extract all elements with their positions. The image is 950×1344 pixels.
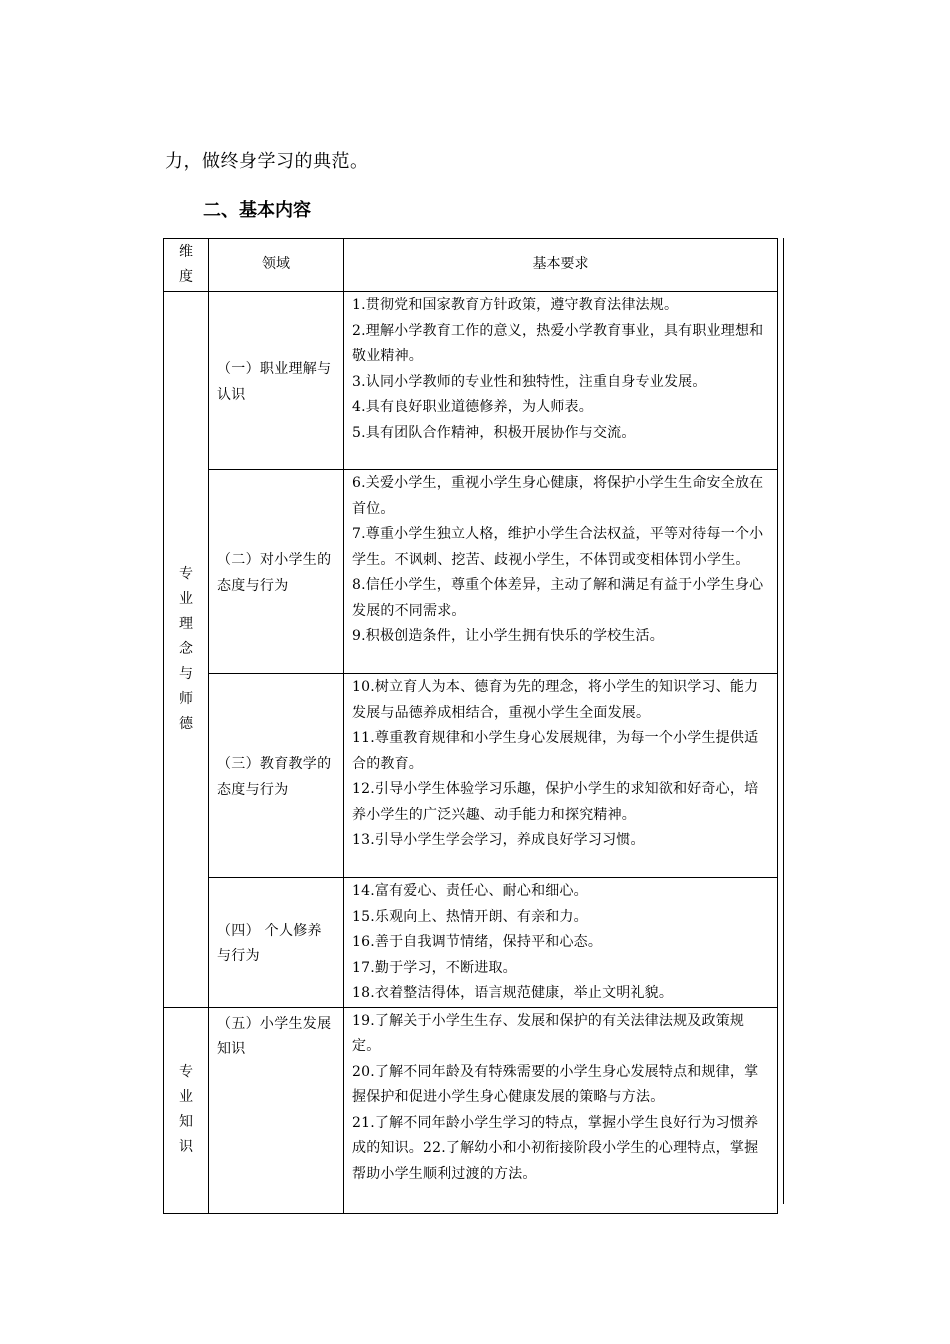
- header-requirements: 基本要求: [344, 239, 778, 292]
- domain-cell: （三）教育教学的态度与行为: [209, 674, 344, 878]
- requirements-cell: [344, 470, 778, 674]
- domain-cell: （二）对小学生的态度与行为: [209, 470, 344, 674]
- requirement-item: 19.了解关于小学生生存、发展和保护的有关法律法规及政策规定。: [352, 1012, 745, 1054]
- header-domain: 领域: [209, 239, 344, 292]
- requirement-item: 12.引导小学生体验学习乐趣，保护小学生的求知欲和好奇心，培养小学生的广泛兴趣、动手能力和探究精神。: [352, 781, 759, 823]
- content-table: [163, 238, 778, 1214]
- dimension-char: 业: [179, 590, 193, 607]
- requirement-item: 14.富有爱心、责任心、耐心和细心。: [352, 883, 588, 899]
- requirement-item: 2.理解小学教育工作的意义，热爱小学教育事业，具有职业理想和敬业精神。: [352, 322, 764, 364]
- dimension-char: 与: [179, 665, 193, 682]
- table-row: [164, 470, 778, 674]
- requirement-item: 6.关爱小学生，重视小学生身心健康，将保护小学生生命安全放在首位。: [352, 475, 764, 517]
- dimension-char: 识: [179, 1139, 193, 1155]
- requirement-item: 4.具有良好职业道德修养，为人师表。: [352, 399, 593, 415]
- requirement-item: 8.信任小学生，尊重个体差异，主动了解和满足有益于小学生身心发展的不同需求。: [352, 577, 764, 619]
- dimension-char: 念: [179, 640, 193, 657]
- domain-cell: （五）小学生发展知识: [209, 1007, 344, 1213]
- requirement-item: 7.尊重小学生独立人格，维护小学生合法权益，平等对待每一个小学生。不讽刺、挖苦、歧视小学生，不体罚或变相体罚小学生。: [352, 526, 764, 568]
- requirements-cell: [344, 878, 778, 1008]
- table-right-border-line: [783, 238, 784, 1204]
- requirement-item: 13.引导小学生学会学习，养成良好学习习惯。: [352, 832, 645, 848]
- domain-cell: （四） 个人修养与行为: [209, 878, 344, 1008]
- requirement-item: 21.了解不同年龄小学生学习的特点，掌握小学生良好行为习惯养成的知识。22.了解幼小和小初衔接阶段小学生的心理特点，掌握帮助小学生顺利过渡的方法。: [352, 1114, 759, 1182]
- header-dimension: 维度: [164, 239, 209, 292]
- dimension-char: 师: [179, 690, 193, 707]
- dimension-char: 专: [179, 1064, 193, 1080]
- dimension-char: 业: [179, 1089, 193, 1105]
- requirement-item: 20.了解不同年龄及有特殊需要的小学生身心发展特点和规律，掌握保护和促进小学生身心健康发展的策略与方法。: [352, 1063, 759, 1105]
- table-row: [164, 1007, 778, 1213]
- dimension-cell: [164, 1007, 209, 1213]
- requirement-item: 15.乐观向上、热情开朗、有亲和力。: [352, 908, 588, 925]
- dimension-label: [178, 562, 194, 737]
- requirement-item: 16.善于自我调节情绪，保持平和心态。: [352, 934, 603, 950]
- intro-paragraph: 力，做终身学习的典范。: [165, 151, 369, 172]
- dimension-char: 知: [179, 1114, 193, 1130]
- requirement-item: 18.衣着整洁得体，语言规范健康，举止文明礼貌。: [352, 985, 674, 1001]
- requirement-item: 1.贯彻党和国家教育方针政策，遵守教育法律法规。: [352, 297, 679, 313]
- dimension-label: [178, 1060, 194, 1160]
- requirement-item: 3.认同小学教师的专业性和独特性，注重自身专业发展。: [352, 373, 707, 390]
- dimension-char: 德: [179, 715, 193, 732]
- requirement-item: 17.勤于学习，不断进取。: [352, 959, 517, 976]
- domain-cell: （一）职业理解与认识: [209, 292, 344, 470]
- table-body: [164, 292, 778, 1214]
- table-row: [164, 878, 778, 1008]
- requirements-cell: [344, 674, 778, 878]
- section-heading: 二、基本内容: [203, 200, 311, 221]
- requirement-item: 10.树立育人为本、德育为先的理念，将小学生的知识学习、能力发展与品德养成相结合，重视小学生全面发展。: [352, 679, 759, 721]
- dimension-char: 专: [179, 565, 193, 582]
- requirement-item: 5.具有团队合作精神，积极开展协作与交流。: [352, 424, 636, 441]
- content-table-wrapper: [163, 238, 787, 1214]
- requirements-cell: [344, 1007, 778, 1213]
- dimension-cell: [164, 292, 209, 1008]
- requirements-cell: [344, 292, 778, 470]
- table-row: [164, 292, 778, 470]
- table-row: [164, 674, 778, 878]
- requirement-item: 9.积极创造条件，让小学生拥有快乐的学校生活。: [352, 628, 664, 644]
- dimension-char: 理: [179, 615, 193, 632]
- requirement-item: 11.尊重教育规律和小学生身心发展规律，为每一个小学生提供适合的教育。: [352, 730, 759, 772]
